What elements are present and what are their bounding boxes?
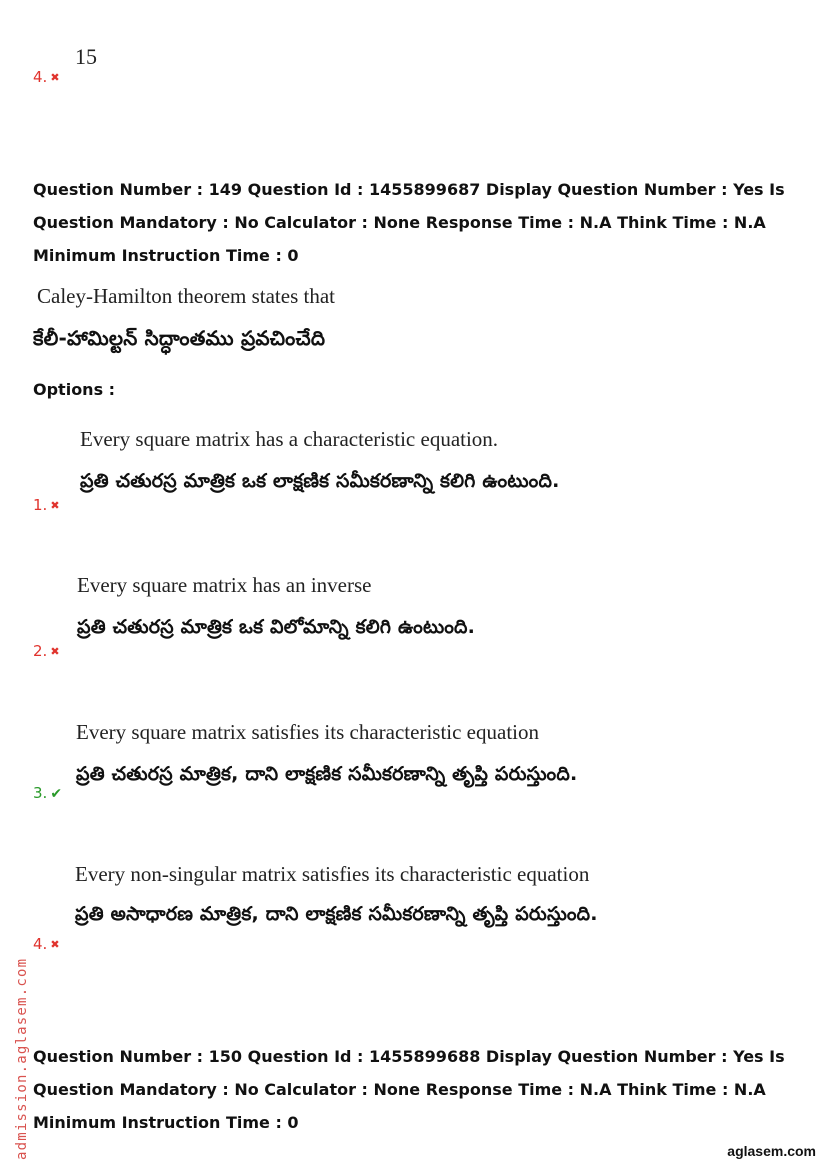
option-2-text-te: ప్రతి చతురస్ర మాత్రిక ఒక విలోమాన్ని కలిగి ఉంటుంది. xyxy=(77,616,476,638)
option-2-text-en: Every square matrix has an inverse xyxy=(77,573,372,597)
wrong-mark-icon: ✖ xyxy=(50,645,60,658)
option-4-text-en: Every non-singular matrix satisfies its characteristic equation xyxy=(75,862,590,886)
question-149-meta: Question Number : 149 Question Id : 1455899687 Display Question Number : Yes Is Question Mandatory : No Calculator : None Response Time : N.A Think Time : N.A Minimum Instruction Time : 0 xyxy=(33,180,785,265)
option-number: 2. xyxy=(33,642,48,660)
question-149-text-te: కేలీ-హామిల్టన్ సిద్ధాంతము ప్రవచించేది xyxy=(33,326,326,350)
brand-logo-text: aglasem.com xyxy=(727,1143,816,1159)
wrong-mark-icon: ✖ xyxy=(50,499,60,512)
option-3-label xyxy=(33,784,62,802)
wrong-mark-icon: ✖ xyxy=(50,938,60,951)
option-3-text-en: Every square matrix satisfies its characteristic equation xyxy=(76,720,539,744)
question-150-meta: Question Number : 150 Question Id : 1455899688 Display Question Number : Yes Is Question Mandatory : No Calculator : None Response Time : N.A Think Time : N.A Minimum Instruction Time : 0 xyxy=(33,1047,785,1132)
option-number: 4. xyxy=(33,935,48,953)
option-3-text-te: ప్రతి చతురస్ర మాత్రిక, దాని లాక్షణిక సమీకరణాన్ని తృప్తి పరుస్తుంది. xyxy=(76,763,578,785)
correct-check-icon: ✔ xyxy=(50,786,63,802)
option-number: 1. xyxy=(33,496,48,514)
options-label: Options : xyxy=(33,380,116,399)
prev-option-4-label xyxy=(33,68,60,86)
prev-option-4-text: 15 xyxy=(75,44,97,69)
option-2-label xyxy=(33,642,60,660)
option-number: 4. xyxy=(33,68,48,86)
option-1-text-te: ప్రతి చతురస్ర మాత్రిక ఒక లాక్షణిక సమీకరణాన్ని కలిగి ఉంటుంది. xyxy=(80,470,560,492)
question-149-text-en: Caley-Hamilton theorem states that xyxy=(37,284,335,308)
wrong-mark-icon: ✖ xyxy=(50,71,60,84)
option-1-label xyxy=(33,496,60,514)
watermark-text: admission.aglasem.com xyxy=(14,957,30,1160)
option-4-label xyxy=(33,935,60,953)
option-4-text-te: ప్రతి అసాధారణ మాత్రిక, దాని లాక్షణిక సమీకరణాన్ని తృప్తి పరుస్తుంది. xyxy=(75,903,598,925)
option-number: 3. xyxy=(33,784,48,802)
option-1-text-en: Every square matrix has a characteristic equation. xyxy=(80,427,499,451)
